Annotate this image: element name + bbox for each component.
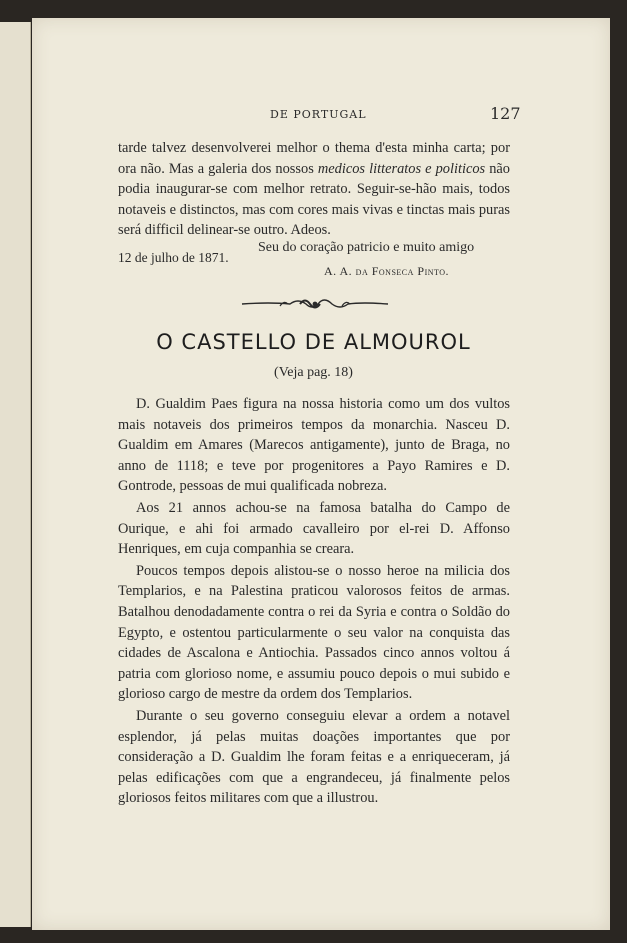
italic-phrase: medicos litteratos e politicos (317, 160, 486, 177)
see-note: (Veja pag. 18) (274, 365, 353, 380)
letter-paragraph: tarde talvez desenvolverei melhor o thema d'esta minha carta; por ora não. Mas a galeria dos nossos medicos litteratos e politicos não podia inaugurar-se com melhor retrato. Seguir-se-hão mais, todos notaveis e distinctos, mas com cores mais vivas e tinctas mais puras será difficil delinear-se outro. Adeos. (118, 140, 510, 238)
paragraph: Durante o seu governo conseguiu elevar a ordem a notavel esplendor, já pelas muitas doações importantes que por consideração a D. Gualdim lhe foram feitas e a enriqueceram, já pelas edificações com que a engrandeceu, já finalmente pelos gloriosos feitos militares com que a illustrou. (118, 707, 510, 807)
letter-date: 12 de julho de 1871. (118, 250, 229, 265)
facing-page-edge (0, 22, 31, 927)
paragraph: Aos 21 annos achou-se na famosa batalha do Campo de Ourique, e ahi foi armado cavalleiro por el-rei D. Affonso Henriques, em cuja companhia se creara. (118, 499, 510, 558)
paragraph: D. Gualdim Paes figura na nossa historia como um dos vultos mais notaveis dos primeiros tempos da monarchia. Nasceu D. Gualdim em Amares (Marecos antigamente), junto de Braga, no anno de 1118; e teve por progenitores a Payo Ramires e D. Gontrode, pessoas de mui qualificada nobreza. (118, 396, 510, 495)
letter-ending (118, 138, 510, 241)
page-number: 127 (490, 104, 521, 123)
article-body (118, 394, 510, 809)
running-title: DE PORTUGAL (270, 108, 367, 121)
section-ornament (240, 294, 390, 314)
letter-closing: Seu do coração patricio e muito amigo (258, 240, 475, 255)
paragraph: Poucos tempos depois alistou-se o nosso heroe na milicia dos Templarios, e na Palestina praticou valorosos feitos de armas. Batalhou denodadamente contra o rei da Syria e contra o Soldão do Egypto, e ostentou particularmente o seu valor na conquista das cidades de Ascalona e Antiochia. Passados cinco annos voltou á patria com glorioso nome, e assumiu pouco depois o mui subido e glorioso cargo de mestre da ordem dos Templarios. (118, 562, 510, 703)
letter-author: A. A. da Fonseca Pinto. (324, 264, 450, 278)
article-title: O CASTELLO DE ALMOUROL (156, 330, 471, 354)
